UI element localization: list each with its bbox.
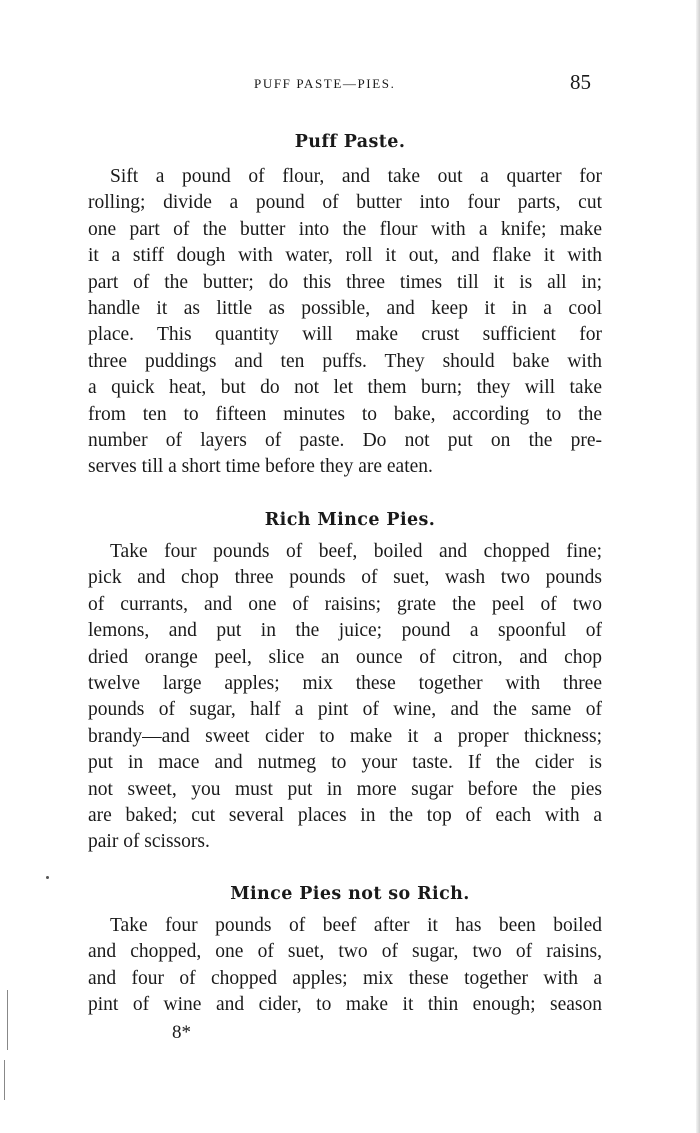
text-line: not sweet, you must put in more sugar before the pies: [88, 778, 602, 800]
text-line: it a stiff dough with water, roll it out, and flake it with: [88, 245, 602, 267]
scan-speck: [4, 1060, 5, 1100]
text-line: Take four pounds of beef after it has been boiled: [110, 915, 602, 936]
signature-mark: 8*: [172, 1022, 191, 1043]
text-line: rolling; divide a pound of butter into four parts, cut: [88, 192, 602, 214]
paragraph-puff-paste: [88, 164, 602, 481]
section-heading-rich-mince-pies: Rich Mince Pies.: [264, 510, 436, 530]
text-line: of currants, and one of raisins; grate the peel of two: [88, 593, 602, 615]
text-line: from ten to fifteen minutes to bake, according to the: [88, 403, 602, 425]
text-line: and four of chopped apples; mix these together with a: [88, 967, 602, 989]
text-line: lemons, and put in the juice; pound a spoonful of: [88, 620, 602, 642]
text-line: dried orange peel, slice an ounce of citron, and chop: [88, 646, 602, 668]
text-line: pint of wine and cider, to make it thin enough; season: [88, 994, 602, 1016]
section-heading-mince-pies-not-so-rich: Mince Pies not so Rich.: [230, 884, 470, 904]
text-line: Take four pounds of beef, boiled and chopped fine;: [110, 541, 602, 562]
text-line: handle it as little as possible, and keep it in a cool: [88, 297, 602, 319]
text-line: Sift a pound of flour, and take out a quarter for: [110, 166, 602, 187]
text-line: twelve large apples; mix these together with three: [88, 672, 602, 694]
page-number: 85: [570, 70, 591, 94]
text-line: one part of the butter into the flour with a knife; make: [88, 218, 602, 240]
text-line: serves till a short time before they are eaten.: [88, 456, 433, 478]
text-line: number of layers of paste. Do not put on the pre-: [88, 429, 602, 451]
scan-speck: [7, 990, 8, 1050]
scan-speck: [46, 876, 49, 879]
text-line: pair of scissors.: [88, 831, 210, 853]
paragraph-mince-pies-not-so-rich: [88, 913, 602, 1019]
text-line: put in mace and nutmeg to your taste. If the cider is: [88, 752, 602, 774]
text-line: place. This quantity will make crust sufficient for: [88, 324, 602, 346]
section-heading-puff-paste: Puff Paste.: [294, 132, 406, 152]
page-edge-shadow: [696, 0, 700, 1133]
paragraph-rich-mince-pies: [88, 539, 602, 856]
text-line: and chopped, one of suet, two of sugar, two of raisins,: [88, 941, 602, 963]
running-head: PUFF PASTE—PIES.: [254, 76, 396, 91]
text-line: are baked; cut several places in the top of each with a: [88, 804, 602, 826]
text-line: three puddings and ten puffs. They should bake with: [88, 350, 602, 372]
text-line: a quick heat, but do not let them burn; they will take: [88, 377, 602, 399]
text-line: pick and chop three pounds of suet, wash two pounds: [88, 567, 602, 589]
text-line: pounds of sugar, half a pint of wine, and the same of: [88, 699, 602, 721]
text-line: brandy—and sweet cider to make it a proper thickness;: [88, 725, 602, 747]
text-line: part of the butter; do this three times till it is all in;: [88, 271, 602, 293]
